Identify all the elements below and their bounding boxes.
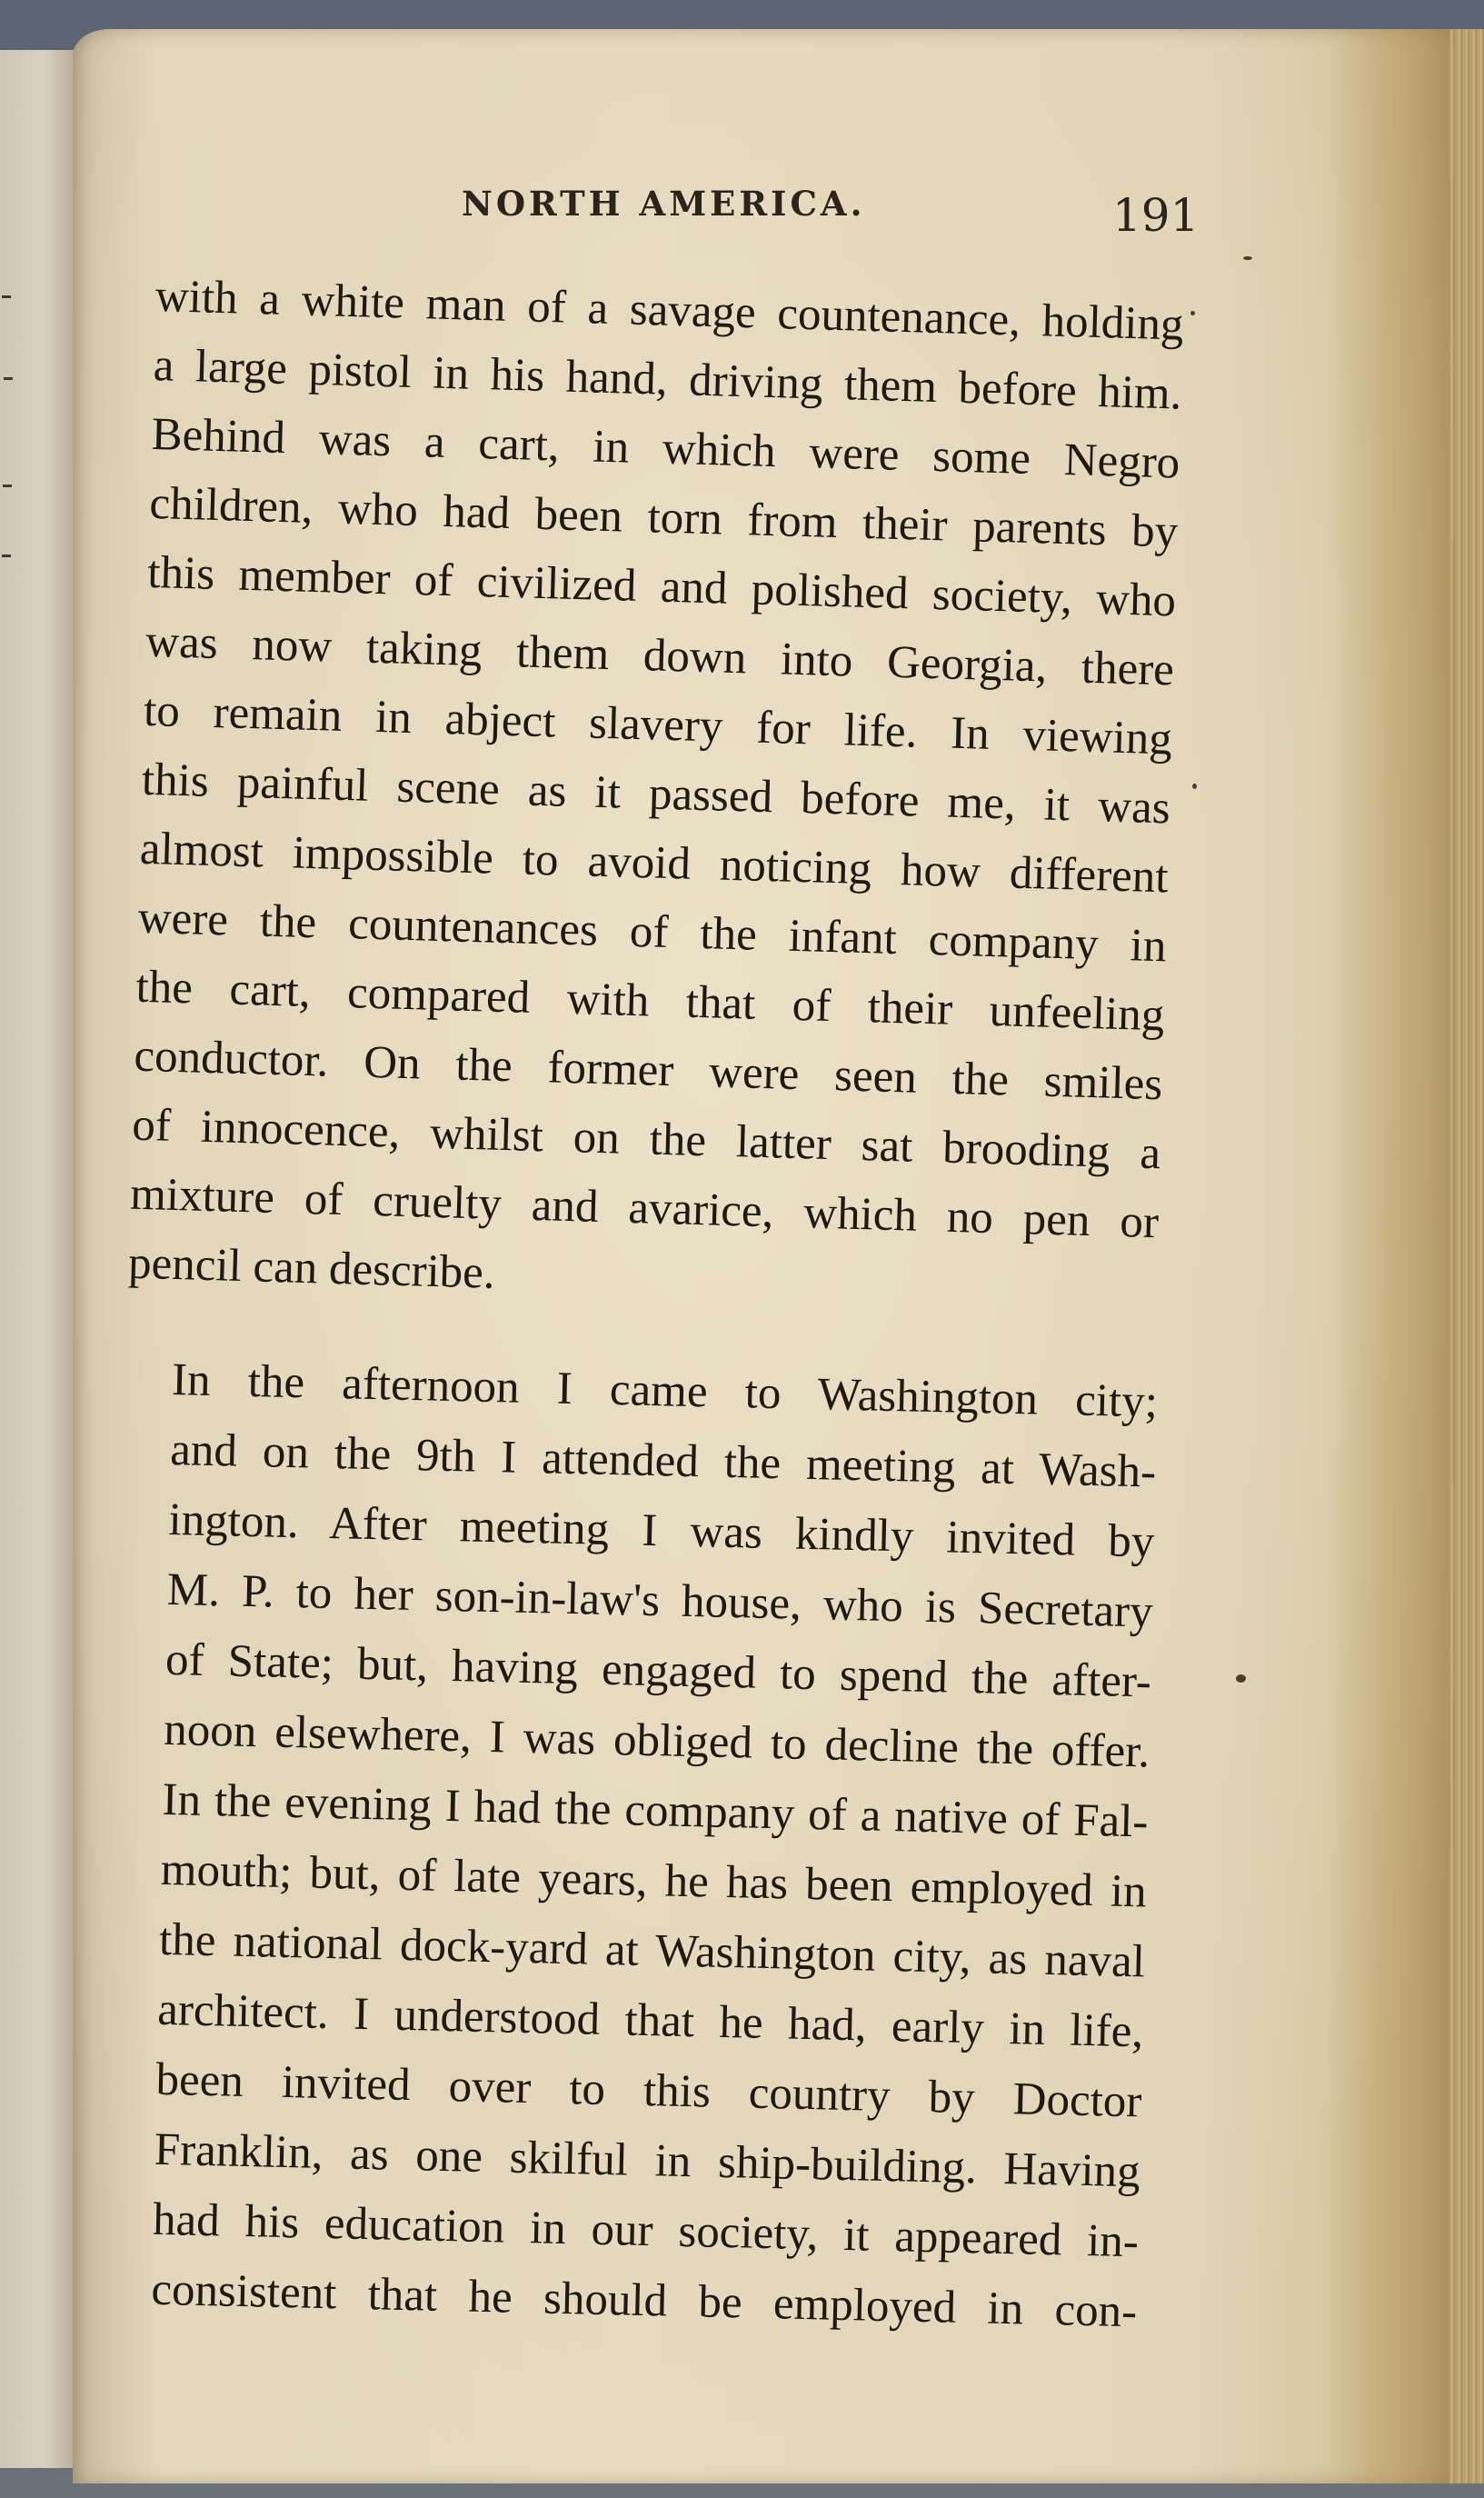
text-line: Behind was a cart, in which were some Negro: [150, 408, 1181, 489]
text-line: a large pistol in his hand, driving them before him.: [153, 339, 1183, 420]
facing-page-edge: [0, 50, 77, 2468]
paper-speck: [1192, 784, 1197, 789]
text-line: In the afternoon I came to Washington city;: [171, 1354, 1159, 1428]
edge-mark: [2, 295, 11, 298]
book-page: [73, 29, 1484, 2483]
edge-mark: [3, 485, 12, 487]
text-line: M. P. to her son-in-law's house, who is Secretary: [166, 1564, 1154, 1638]
edge-mark: [2, 555, 11, 557]
text-line: mouth; but, of late years, he has been employed in: [160, 1844, 1148, 1918]
edge-mark: [4, 377, 13, 380]
text-line: children, who had been torn from their parents by: [148, 477, 1179, 558]
text-line: been invited over to this country by Doctor: [155, 2053, 1143, 2128]
text-line: to remain in abject slavery for life. In viewing: [143, 684, 1173, 765]
paragraph-2: [151, 1345, 1159, 2347]
text-line: and on the 9th I attended the meeting at Wash-: [169, 1424, 1157, 1498]
text-line: had his education in our society, it appeared in-: [152, 2193, 1140, 2268]
text-line: almost impossible to avoid noticing how different: [139, 823, 1170, 904]
page-number: 191: [1112, 189, 1200, 242]
text-line: with a white man of a savage countenance, holding: [154, 270, 1185, 351]
text-line: the national dock-yard at Washington city, as naval: [158, 1913, 1146, 1988]
text-line: mixture of cruelty and avarice, which no pen or: [129, 1168, 1160, 1249]
paper-speck: [1236, 1674, 1246, 1683]
text-line: this painful scene as it passed before me, it was: [141, 754, 1171, 834]
paper-speck: [1190, 311, 1195, 315]
paragraph-1: [127, 262, 1184, 1326]
text-line: were the countenances of the infant company in: [137, 892, 1168, 973]
text-line: this member of civilized and polished society, who: [146, 546, 1177, 627]
text-line: In the evening I had the company of a native of Fal-: [162, 1774, 1150, 1848]
text-line: the cart, compared with that of their unfeeling: [134, 961, 1166, 1042]
text-line: of innocence, whilst on the latter sat brooding a: [131, 1099, 1161, 1180]
text-line: pencil can describe.: [127, 1237, 496, 1299]
paper-speck: [1243, 256, 1252, 260]
page-fore-edge: [1449, 29, 1484, 2483]
text-line: architect. I understood that he had, early in life,: [156, 1983, 1144, 2058]
text-line: conductor. On the former were seen the smiles: [133, 1030, 1163, 1111]
text-line: consistent that he should be employed in con-: [150, 2263, 1138, 2338]
running-head: NORTH AMERICA.: [462, 184, 866, 224]
text-line: was now taking them down into Georgia, there: [144, 615, 1175, 696]
text-line: of State; but, having engaged to spend the after-: [164, 1634, 1152, 1708]
text-line: noon elsewhere, I was obliged to decline the offer.: [163, 1704, 1150, 1778]
text-line: Franklin, as one skilful in ship-building. Having: [154, 2123, 1141, 2198]
text-line: ington. After meeting I was kindly invited by: [168, 1494, 1155, 1568]
